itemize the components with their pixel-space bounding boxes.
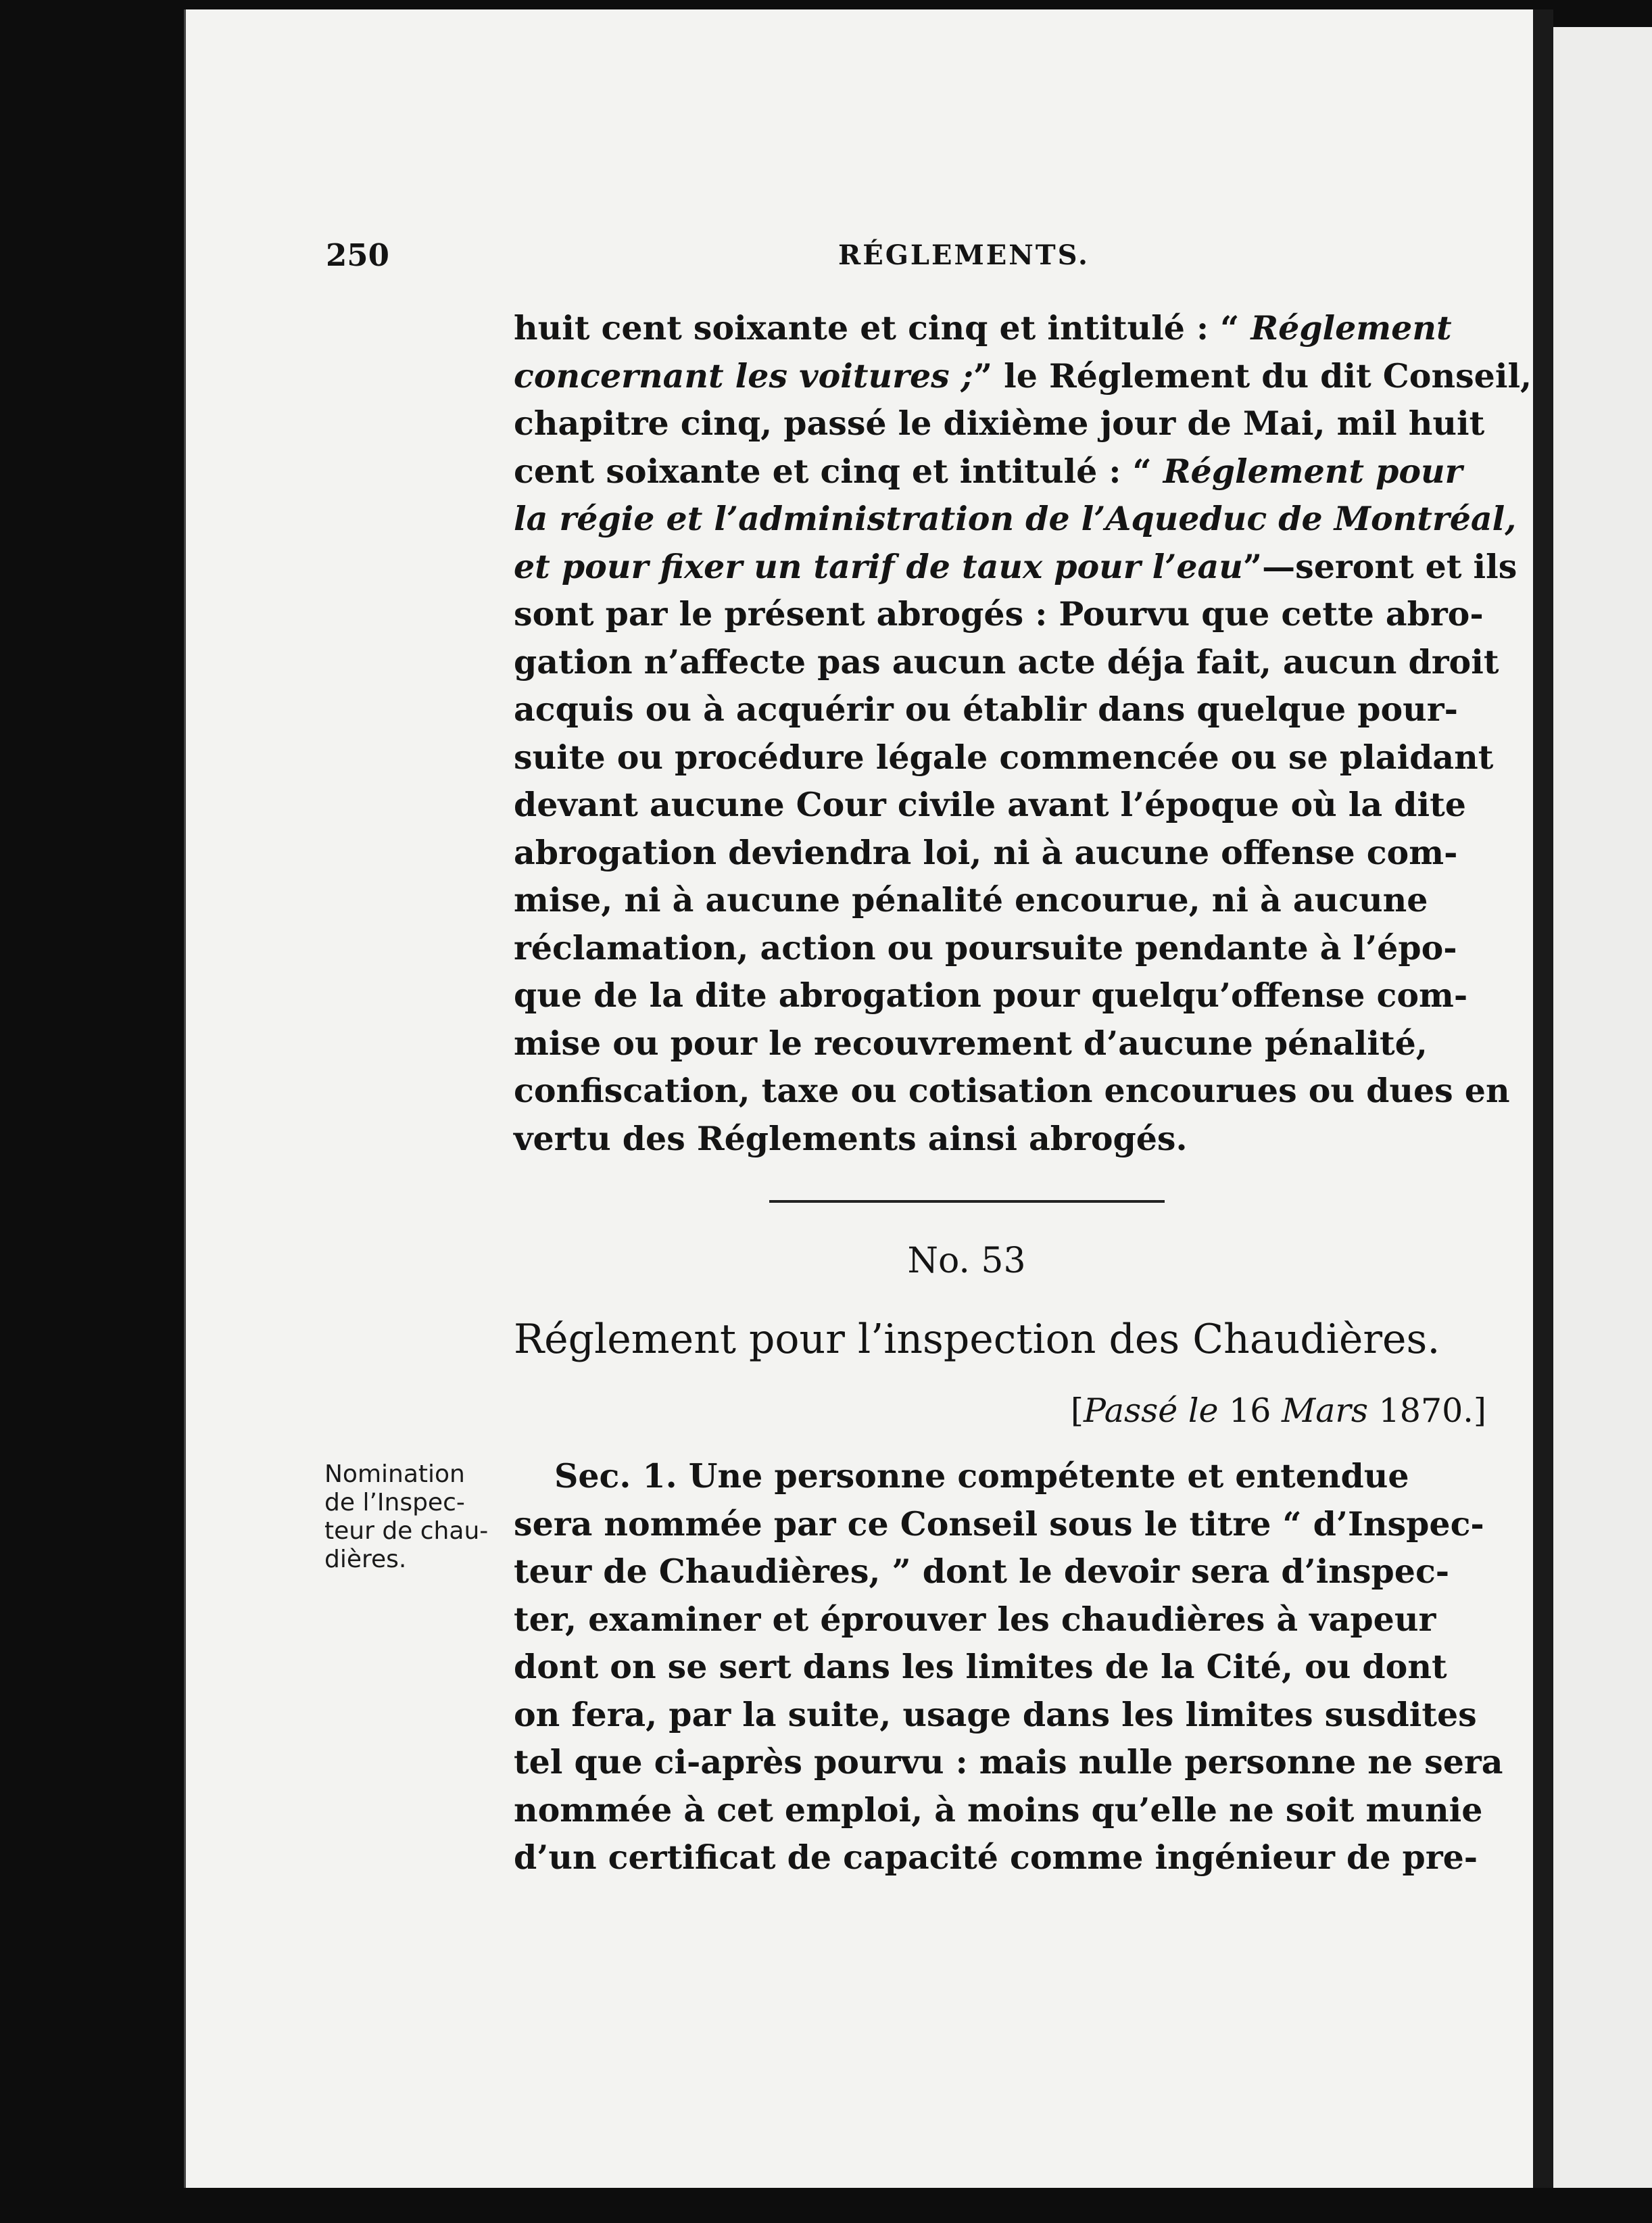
text-line: la régie et l’administration de l’Aqueduc de Montréal, <box>514 499 1517 538</box>
text-line: dont on se sert dans les limites de la Cité, ou dont <box>514 1647 1447 1686</box>
text-line: mise, ni à aucune pénalité encourue, ni à aucune <box>514 880 1428 919</box>
facing-page-edge <box>1553 27 1652 2188</box>
margin-note-line: teur de chau- <box>324 1517 489 1545</box>
text-line: abrogation deviendra loi, ni à aucune offense com- <box>514 832 1458 872</box>
text-line: teur de Chaudières, ” dont le devoir sera d’inspec- <box>514 1552 1450 1591</box>
passed-date: [Passé le 16 Mars 1870.] <box>1070 1391 1486 1430</box>
text-line: d’un certificat de capacité comme ingénieur de pre- <box>514 1838 1478 1877</box>
text-line: nommée à cet emploi, à moins qu’elle ne soit munie <box>514 1790 1483 1830</box>
text-line: tel que ci-après pourvu : mais nulle personne ne sera <box>514 1742 1503 1782</box>
text-line: confiscation, taxe ou cotisation encourues ou dues en <box>514 1071 1510 1110</box>
text-line: que de la dite abrogation pour quelqu’offense com- <box>514 976 1468 1015</box>
text-line: on fera, par la suite, usage dans les limites susdites <box>514 1694 1477 1734</box>
text-line: Sec. 1. Une personne compétente et entendue <box>554 1456 1409 1496</box>
page-number: 250 <box>326 237 389 273</box>
margin-note-line: Nomination <box>324 1460 465 1488</box>
text-line: ter, examiner et éprouver les chaudières à vapeur <box>514 1599 1436 1639</box>
bylaw-number: No. 53 <box>907 1241 1026 1281</box>
text-line: et pour fixer un tarif de taux pour l’eau”—seront et ils <box>514 546 1517 586</box>
text-line: sont par le présent abrogés : Pourvu que cette abro- <box>514 594 1484 634</box>
margin-note-line: de l’Inspec- <box>324 1489 465 1516</box>
section-1-paragraph <box>514 1452 1503 1882</box>
text-line: réclamation, action ou poursuite pendante à l’épo- <box>514 928 1457 967</box>
continued-paragraph <box>514 304 1532 1162</box>
page-gutter <box>1533 9 1553 2188</box>
text-line: huit cent soixante et cinq et intitulé : “ Réglement <box>514 308 1452 348</box>
text-line: acquis ou à acquérir ou établir dans quelque pour- <box>514 690 1458 729</box>
text-line: cent soixante et cinq et intitulé : “ Réglement pour <box>514 451 1463 491</box>
text-line: vertu des Réglements ainsi abrogés. <box>514 1118 1188 1158</box>
bylaw-title: Réglement pour l’inspection des Chaudières. <box>514 1316 1440 1363</box>
text-line: mise ou pour le recouvrement d’aucune pénalité, <box>514 1023 1428 1063</box>
section-divider <box>769 1200 1165 1203</box>
text-line: sera nommée par ce Conseil sous le titre “ d’Inspec- <box>514 1504 1484 1544</box>
margin-note-line: dières. <box>324 1546 407 1573</box>
text-line: suite ou procédure légale commencée ou se plaidant <box>514 737 1494 777</box>
text-line: concernant les voitures ;” le Réglement du dit Conseil, <box>514 356 1532 396</box>
text-line: gation n’affecte pas aucun acte déja fait, aucun droit <box>514 642 1499 682</box>
text-line: chapitre cinq, passé le dixième jour de Mai, mil huit <box>514 404 1485 443</box>
margin-note <box>324 1460 500 1574</box>
text-line: devant aucune Cour civile avant l’époque où la dite <box>514 785 1466 824</box>
running-title: RÉGLEMENTS. <box>838 239 1090 271</box>
